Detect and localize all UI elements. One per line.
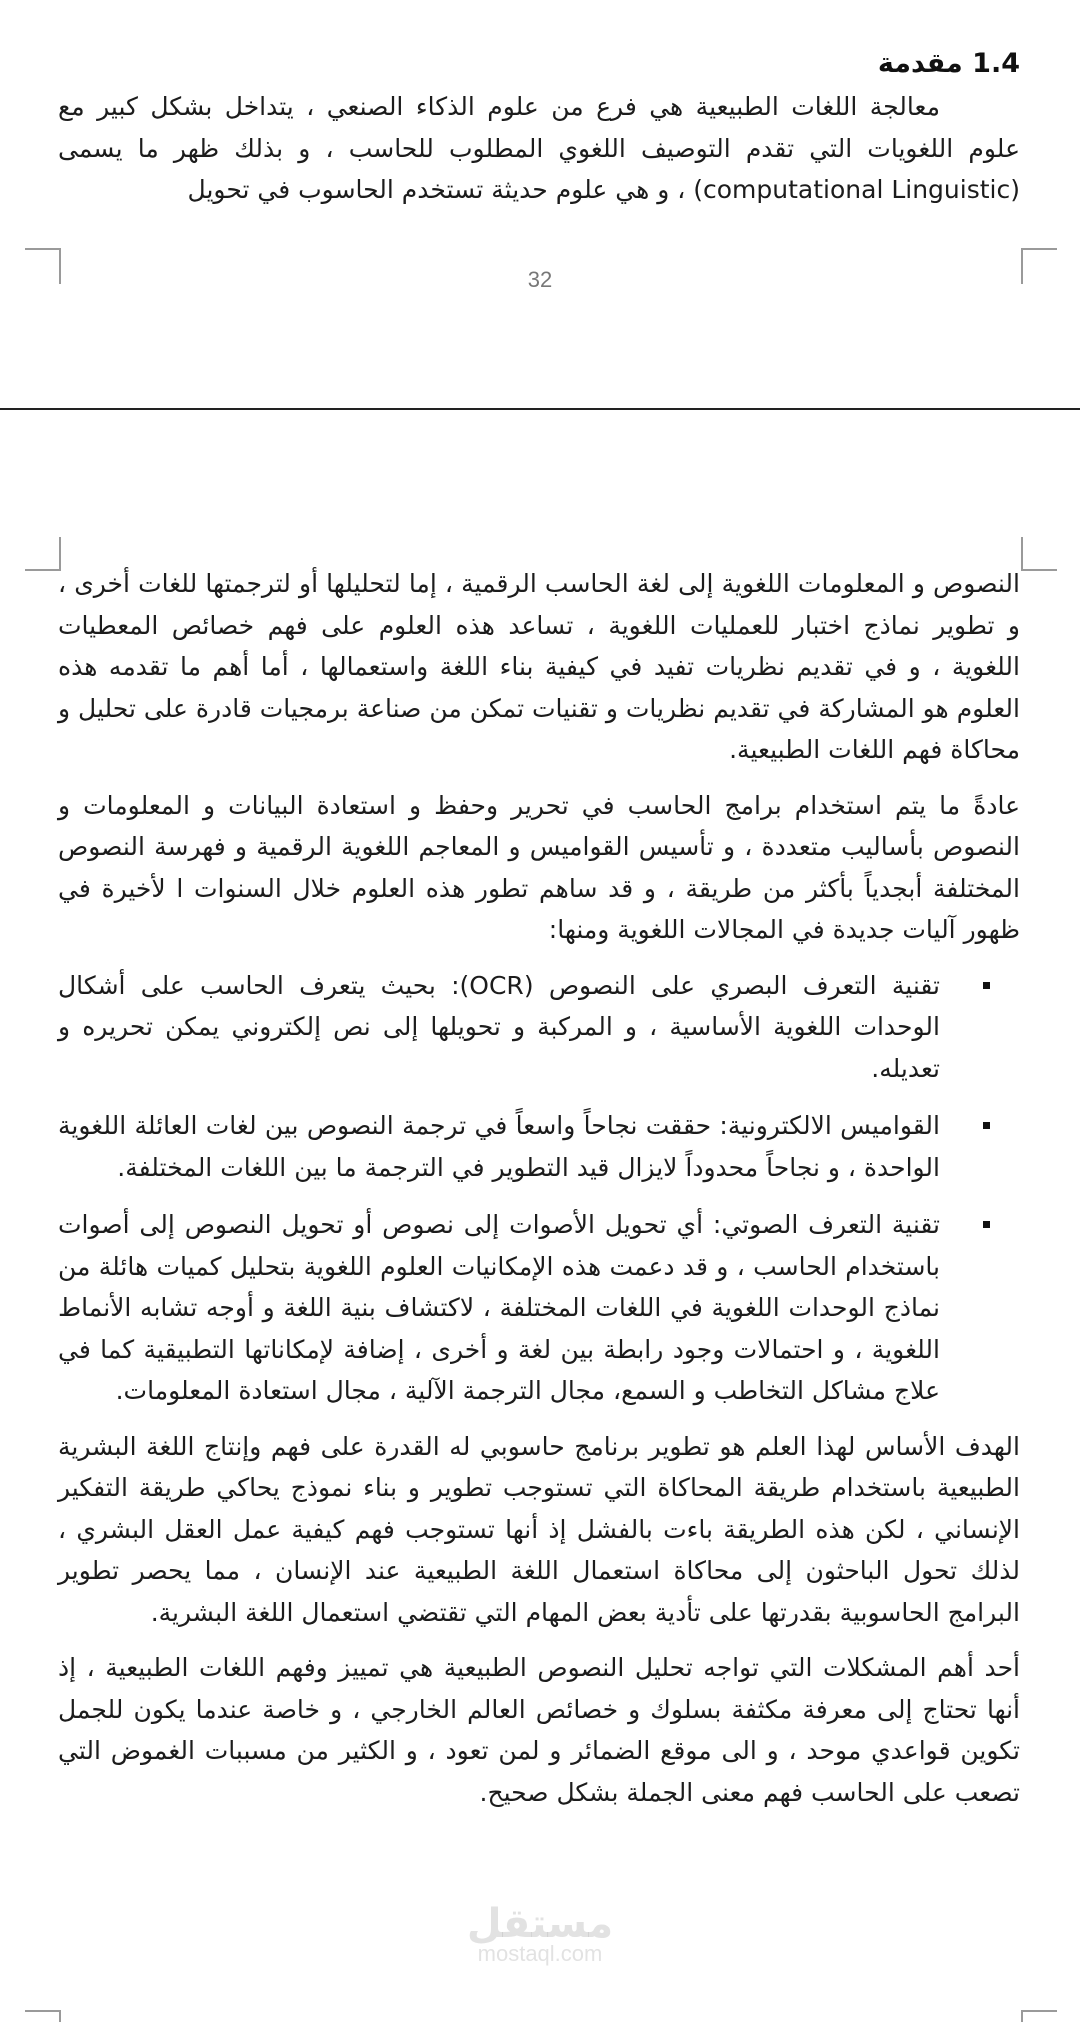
body-paragraph: الهدف الأساس لهذا العلم هو تطوير برنامج حاسوبي له القدرة على فهم وإنتاج اللغة البشرية الطبيعية باستخدام طريقة المحاكاة التي تستوجب تطوير و بناء نموذج يحاكي طريقة التفكير الإنساني ، لكن هذه الطريقة باءت بالفشل إذ أنها تستوجب فهم كيفية عمل العقل البشري ، لذلك تحول الباحثون إلى محاكاة استعمال اللغة الطبيعية عند الإنسان ، مما يحصر تطوير البرامج الحاسوبية بقدرتها على تأدية بعض المهام التي تقتضي استعمال اللغة البشرية. (58, 1431, 1020, 1627)
section-title: مقدمة (877, 48, 963, 79)
page-break-divider (0, 408, 1080, 410)
list-item-text: تقنية التعرف الصوتي: أي تحويل الأصوات إلى نصوص أو تحويل النصوص إلى أصوات باستخدام الحاسب ، و قد دعمت هذه الإمكانيات العلوم اللغوية بتحليل كميات هائلة من نماذج الوحدات اللغوية في اللغات المختلفة ، لاكتشاف بنية اللغة و أوجه تشابه الأنماط اللغوية ، و احتمالات وجود رابطة بين لغة و أخرى ، إضافة لإمكاناتها التطبيقية كما في علاج مشاكل التخاطب و السمع، مجال الترجمة الآلية ، مجال استعادة المعلومات. (58, 1210, 940, 1405)
intro-paragraph-block (58, 86, 1020, 211)
intro-paragraph: معالجة اللغات الطبيعية هي فرع من علوم الذكاء الصنعي ، يتداخل بشكل كبير مع علوم اللغويات التي تقدم التوصيف اللغوي المطلوب للحاسب ، و بذلك ظهر ما يسمى (computational Linguistic) ، و هي علوم حديثة تستخدم الحاسوب في تحويل (58, 92, 1020, 204)
square-bullet-icon (983, 1221, 990, 1228)
page-number: 32 (527, 267, 553, 292)
list-item-text: القواميس الالكترونية: حققت نجاحاً واسعاً في ترجمة النصوص بين لغات العائلة اللغوية الواحدة ، و نجاحاً محدوداً لايزال قيد التطوير في الترجمة ما بين اللغات المختلفة. (58, 1111, 940, 1182)
square-bullet-icon (983, 1122, 990, 1129)
list-item-speech-recognition (58, 1204, 1020, 1412)
watermark-latin: mostaql.com (477, 1941, 603, 1966)
body-paragraph: النصوص و المعلومات اللغوية إلى لغة الحاسب الرقمية ، إما لتحليلها أو لترجمتها للغات أخرى ، و تطوير نماذج اختبار للعمليات اللغوية ، تساعد هذه العلوم على فهم خصائص المعطيات اللغوية ، و في تقديم نظريات تفيد في كيفية بناء اللغة واستعمالها ، أما أهم ما تقدمه هذه العلوم هو المشاركة في تقديم نظريات و تقنيات تمكن من صناعة برمجيات قادرة على تحليل و محاكاة فهم اللغات الطبيعية. (58, 569, 1020, 764)
margin-corner-mark-left (25, 2010, 61, 2022)
margin-corner-mark-left (25, 537, 61, 571)
section-heading (878, 44, 1020, 84)
square-bullet-icon (983, 982, 990, 989)
list-item-dictionaries (58, 1105, 1020, 1188)
body-paragraph: أحد أهم المشكلات التي تواجه تحليل النصوص الطبيعية هي تمييز وفهم اللغات الطبيعية ، إذ أنها تحتاج إلى معرفة مكثفة بسلوك و خصائص العالم الخارجي ، و خاصة عندما يكون للجمل تكوين قواعدي موحد ، و الى موقع الضمائر و لمن تعود ، و الكثير من مسببات الغموض التي تصعب على الحاسب فهم معنى الجملة بشكل صحيح. (58, 1653, 1020, 1807)
margin-corner-mark-right (1021, 2010, 1057, 2022)
page-32 (0, 0, 1080, 410)
margin-corner-mark-right (1021, 537, 1057, 571)
list-item-ocr (58, 965, 1020, 1090)
watermark (460, 1901, 620, 1966)
page-33-body (58, 563, 1020, 1813)
watermark-arabic: مستقل (466, 1901, 614, 1947)
body-paragraph: عادةً ما يتم استخدام برامج الحاسب في تحرير وحفظ و استعادة البيانات و المعلومات و النصوص بأساليب متعددة ، و تأسيس القواميس و المعاجم اللغوية الرقمية و فهرسة النصوص المختلفة أبجدياً بأكثر من طريقة ، و قد ساهم تطور هذه العلوم خلال السنوات ا لأخيرة في ظهور آليات جديدة في المجالات اللغوية ومنها: (58, 790, 1020, 944)
list-item-text: تقنية التعرف البصري على النصوص (OCR): بحيث يتعرف الحاسب على أشكال الوحدات اللغوية الأساسية ، و المركبة و تحويلها إلى نص إلكتروني يمكن تحريره و تعديله. (58, 970, 940, 1083)
section-number: 1.4 (972, 48, 1020, 79)
applications-list (58, 965, 1020, 1412)
